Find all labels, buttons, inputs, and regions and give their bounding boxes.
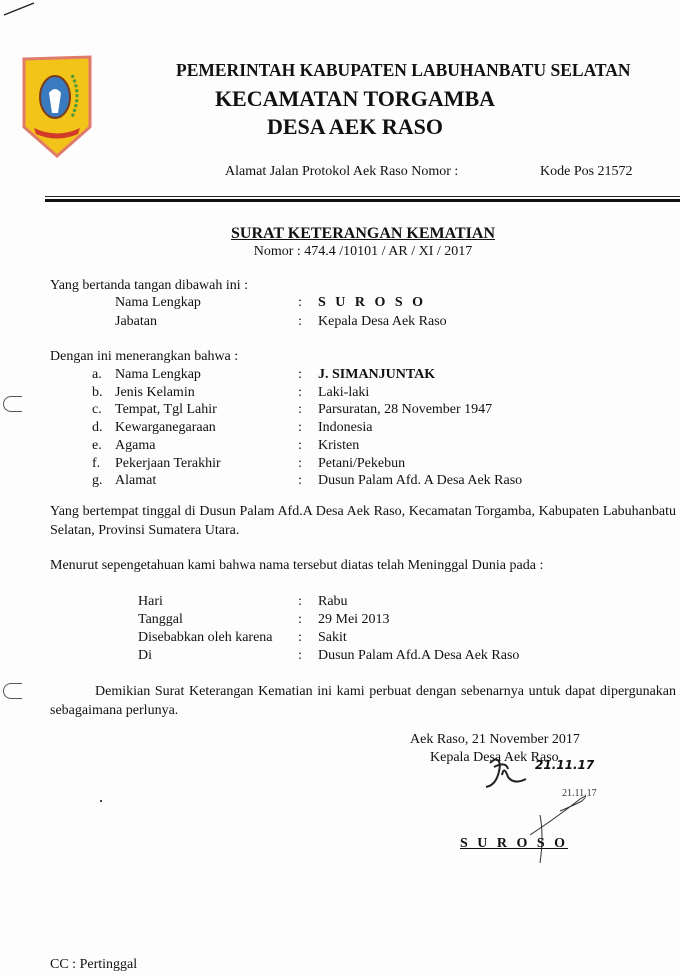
signature-initial: [478, 755, 538, 795]
field-value: Dusun Palam Afd.A Desa Aek Raso: [318, 648, 520, 663]
colon: :: [298, 314, 302, 329]
item-letter: a.: [92, 367, 102, 382]
field-value: S U R O S O: [318, 295, 427, 310]
item-letter: g.: [92, 473, 103, 489]
field-value: Rabu: [318, 594, 348, 609]
punch-hole: [3, 683, 22, 699]
deceased-row: [0, 385, 680, 403]
field-value: Sakit: [318, 630, 347, 645]
header-postal-code: Kode Pos 21572: [540, 164, 633, 179]
deceased-row: [0, 473, 680, 491]
field-value: Kepala Desa Aek Raso: [318, 314, 447, 329]
handwritten-date-2: 21.11.17: [562, 788, 597, 799]
field-label: Alamat: [115, 473, 157, 489]
item-letter: c.: [92, 402, 102, 418]
field-label: Disebabkan oleh karena: [138, 630, 273, 645]
field-value: Petani/Pekebun: [318, 455, 406, 471]
deceased-row: [0, 402, 680, 420]
death-row: [0, 612, 680, 630]
header-divider: [45, 196, 680, 197]
colon: :: [298, 295, 302, 310]
field-label: Tanggal: [138, 612, 183, 627]
colon: :: [298, 594, 302, 609]
colon: :: [298, 612, 302, 627]
place-date: Aek Raso, 21 November 2017: [410, 732, 580, 747]
colon: :: [298, 455, 302, 471]
field-label: Nama Lengkap: [115, 295, 201, 310]
signer-row: [0, 314, 680, 332]
deceased-row: [0, 367, 680, 385]
deceased-row: [0, 438, 680, 456]
document-title: SURAT KETERANGAN KEMATIAN: [230, 225, 496, 242]
handwritten-date: 21.11.17: [535, 758, 595, 772]
header-government: PEMERINTAH KABUPATEN LABUHANBATU SELATAN: [176, 60, 631, 80]
declare-intro: Dengan ini menerangkan bahwa :: [50, 349, 239, 364]
colon: :: [298, 367, 302, 382]
field-label: Jenis Kelamin: [115, 384, 195, 400]
signer-row: [0, 295, 680, 313]
death-row: [0, 630, 680, 648]
colon: :: [298, 437, 302, 453]
header-divider-thick: [45, 199, 680, 202]
field-label: Jabatan: [115, 314, 157, 329]
field-value: Laki-laki: [318, 384, 370, 400]
field-label: Pekerjaan Terakhir: [115, 455, 221, 471]
signer-name: S U R O S O: [460, 836, 569, 851]
field-label: Di: [138, 648, 152, 663]
item-letter: b.: [92, 384, 103, 400]
death-row: [0, 648, 680, 666]
colon: :: [298, 648, 302, 663]
death-intro: Menurut sepengetahuan kami bahwa nama tersebut diatas telah Meninggal Dunia pada :: [50, 558, 544, 573]
item-letter: e.: [92, 437, 102, 453]
field-value: 29 Mei 2013: [318, 612, 390, 627]
punch-hole: [3, 396, 22, 412]
signer-intro: Yang bertanda tangan dibawah ini :: [50, 278, 249, 293]
field-value: Dusun Palam Afd. A Desa Aek Raso: [318, 473, 523, 489]
death-row: [0, 594, 680, 612]
carbon-copy: CC : Pertinggal: [50, 957, 138, 972]
colon: :: [298, 473, 302, 489]
deceased-row: [0, 420, 680, 438]
header-address: Alamat Jalan Protokol Aek Raso Nomor :: [225, 164, 459, 179]
header-village: DESA AEK RASO: [266, 114, 444, 139]
field-value: Kristen: [318, 437, 360, 453]
deceased-row: [0, 456, 680, 474]
document-number: Nomor : 474.4 /10101 / AR / XI / 2017: [253, 244, 473, 259]
dot-mark: [100, 800, 102, 802]
header-district: KECAMATAN TORGAMBA: [214, 86, 496, 111]
pen-mark: [0, 0, 40, 20]
colon: :: [298, 630, 302, 645]
field-label: Nama Lengkap: [115, 367, 201, 382]
field-value: Parsuratan, 28 November 1947: [318, 402, 493, 418]
colon: :: [298, 384, 302, 400]
colon: :: [298, 402, 302, 418]
colon: :: [298, 420, 302, 436]
field-label: Tempat, Tgl Lahir: [115, 402, 217, 418]
field-label: Hari: [138, 594, 163, 609]
item-letter: d.: [92, 420, 103, 436]
field-label: Agama: [115, 437, 156, 453]
field-value: Indonesia: [318, 420, 373, 436]
field-label: Kewarganegaraan: [115, 420, 216, 436]
item-letter: f.: [92, 455, 101, 471]
signer-position: Kepala Desa Aek Raso: [430, 750, 559, 765]
closing-paragraph: Demikian Surat Keterangan Kematian ini kami perbuat dengan sebenarnya untuk dapat dipergunakan sebagaimana perlunya.: [50, 684, 676, 718]
field-value: J. SIMANJUNTAK: [318, 367, 436, 382]
residence-paragraph: Yang bertempat tinggal di Dusun Palam Afd.A Desa Aek Raso, Kecamatan Torgamba, Kabupaten Labuhanbatu Selatan, Provinsi Sumatera Utara.: [50, 504, 676, 538]
